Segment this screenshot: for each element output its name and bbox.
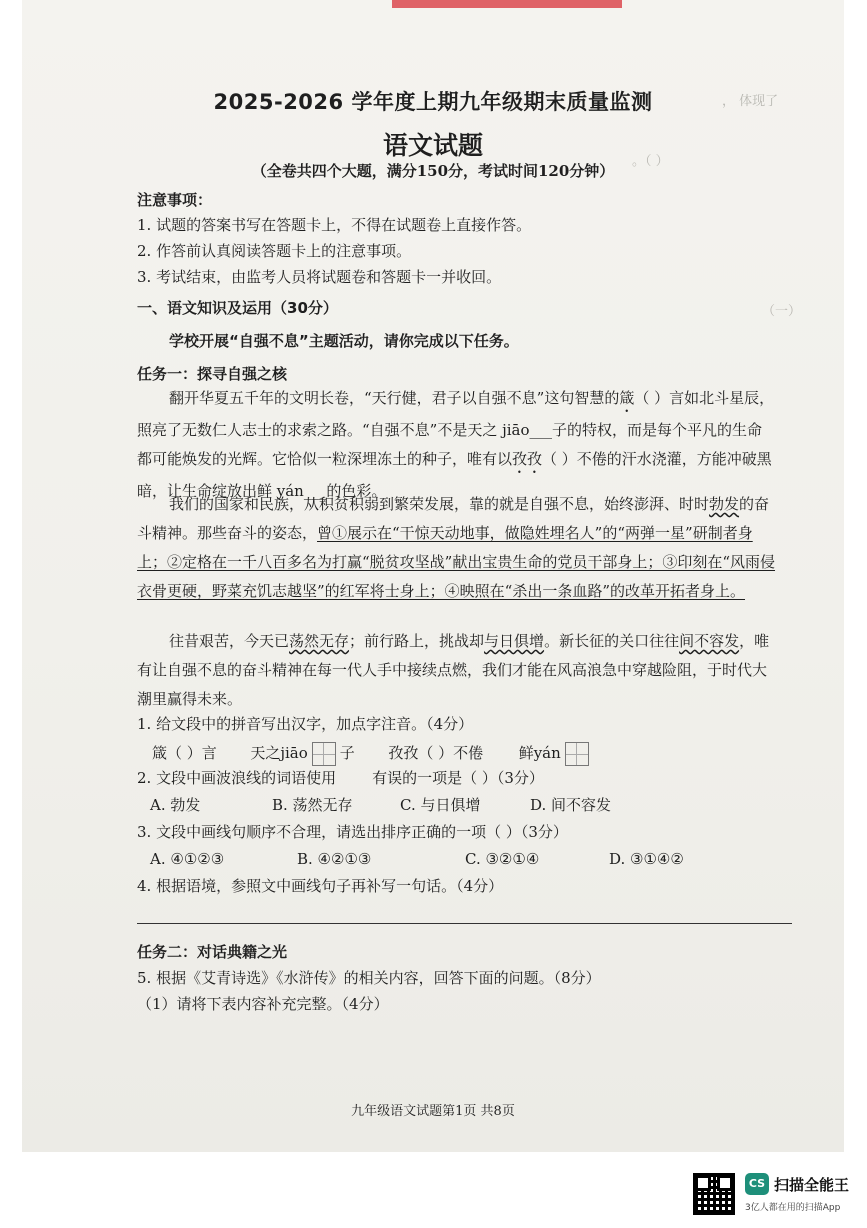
- field-jiao: 天之jiāo: [250, 744, 308, 762]
- exam-paper: [22, 0, 844, 1152]
- field-yan: 鲜yán: [518, 744, 561, 762]
- question-5: 5. 根据《艾青诗选》《水浒传》的相关内容，回答下面的问题。（8分）: [137, 969, 601, 987]
- bleed-through: （一）: [762, 304, 802, 319]
- question-2: 2. 文段中画波浪线的词语使用 有误的一项是（ ）（3分）: [137, 769, 544, 787]
- notes-heading: 注意事项：: [137, 191, 213, 209]
- question-5-sub1: （1）请将下表内容补充完整。（4分）: [137, 995, 389, 1013]
- question-3: 3. 文段中画线句顺序不合理，请选出排序正确的一项（ ）（3分）: [137, 823, 568, 841]
- q2-option-c: C. 与日俱增: [400, 796, 481, 814]
- answer-grid[interactable]: [312, 742, 336, 766]
- top-red-strip: [392, 0, 622, 8]
- q3-option-d: D. ③①④②: [609, 850, 684, 868]
- section-intro: 学校开展“自强不息”主题活动，请你完成以下任务。: [169, 332, 519, 350]
- exam-subtitle: （全卷共四个大题，满分150分，考试时间120分钟）: [251, 162, 615, 180]
- exam-title: 2025-2026 学年度上期九年级期末质量监测: [213, 90, 653, 114]
- page-footer: 九年级语文试题第1页 共8页: [351, 1104, 515, 1119]
- q2-option-a: A. 勃发: [150, 796, 201, 814]
- q2-option-d: D. 间不容发: [530, 796, 612, 814]
- answer-line: [137, 923, 792, 924]
- section-heading: 一、语文知识及运用（30分）: [137, 299, 338, 317]
- bleed-through: 。（ ）: [632, 154, 669, 169]
- task-heading: 任务二：对话典籍之光: [137, 943, 288, 961]
- passage-paragraph: 我们的国家和民族，从积贫积弱到繁荣发展，靠的就是自强不息，始终澎湃、时时勃发的奋斗精神。那些奋斗的姿态，曾①展示在“干惊天动地事，做隐姓埋名人”的“两弹一星”研制者身上；②定格在一千八百多名为打赢“脱贫攻坚战”献出宝贵生命的党员干部身上；③印刻在“风雨侵衣骨更硬，野菜充饥志越坚”的红军将士身上；④映照在“杀出一条血路”的改革开拓者身上。: [137, 495, 776, 600]
- q2-option-b: B. 荡然无存: [272, 796, 353, 814]
- question-1-fields: 箴（ ）言 天之jiāo 子 孜孜（ ）不倦 鲜yán: [152, 741, 593, 766]
- question-1: 1. 给文段中的拼音写出汉字，加点字注音。（4分）: [137, 715, 474, 733]
- task-heading: 任务一：探寻自强之核: [137, 365, 288, 383]
- scanner-brand: 扫描全能王: [774, 1176, 850, 1194]
- q3-option-b: B. ④②①③: [297, 850, 372, 868]
- q3-option-c: C. ③②①④: [465, 850, 540, 868]
- passage-paragraph: 翻开华夏五千年的文明长卷，“天行健，君子以自强不息”这句智慧的箴（ ）言如北斗星辰，照亮了无数仁人志士的求索之路。“自强不息”不是天之 jiāo___子的特权，而是每个平凡的生命都可能焕发的光辉。它恰似一粒深埋冻土的种子，唯有以孜孜（ ）不倦的汗水浇灌，方能冲破黑暗，让生命绽放出鲜 yán___的色彩。: [137, 389, 775, 500]
- camscanner-logo-icon: CS: [745, 1173, 769, 1195]
- subject-title: 语文试题: [382, 131, 483, 160]
- q3-option-a: A. ④①②③: [150, 850, 225, 868]
- field-zizi: 孜孜（ ）不倦: [388, 744, 484, 762]
- note-item: 2. 作答前认真阅读答题卡上的注意事项。: [137, 242, 412, 260]
- note-item: 3. 考试结束，由监考人员将试题卷和答题卡一并收回。: [137, 268, 502, 286]
- qr-code-icon: [693, 1173, 735, 1215]
- passage-paragraph: 往昔艰苦，今天已荡然无存；前行路上，挑战却与日俱增。新长征的关口往往间不容发，唯有让自强不息的奋斗精神在每一代人手中接续点燃，我们才能在风高浪急中穿越险阻，于时代大潮里赢得未来。: [137, 632, 770, 708]
- note-item: 1. 试题的答案书写在答题卡上，不得在试题卷上直接作答。: [137, 216, 532, 234]
- field-zhen: 箴（ ）言: [152, 744, 217, 762]
- answer-grid[interactable]: [565, 742, 589, 766]
- scanner-tagline: 3亿人都在用的扫描App: [745, 1203, 841, 1213]
- bleed-through: ， 体现了: [722, 94, 779, 109]
- question-4: 4. 根据语境，参照文中画线句子再补写一句话。（4分）: [137, 877, 504, 895]
